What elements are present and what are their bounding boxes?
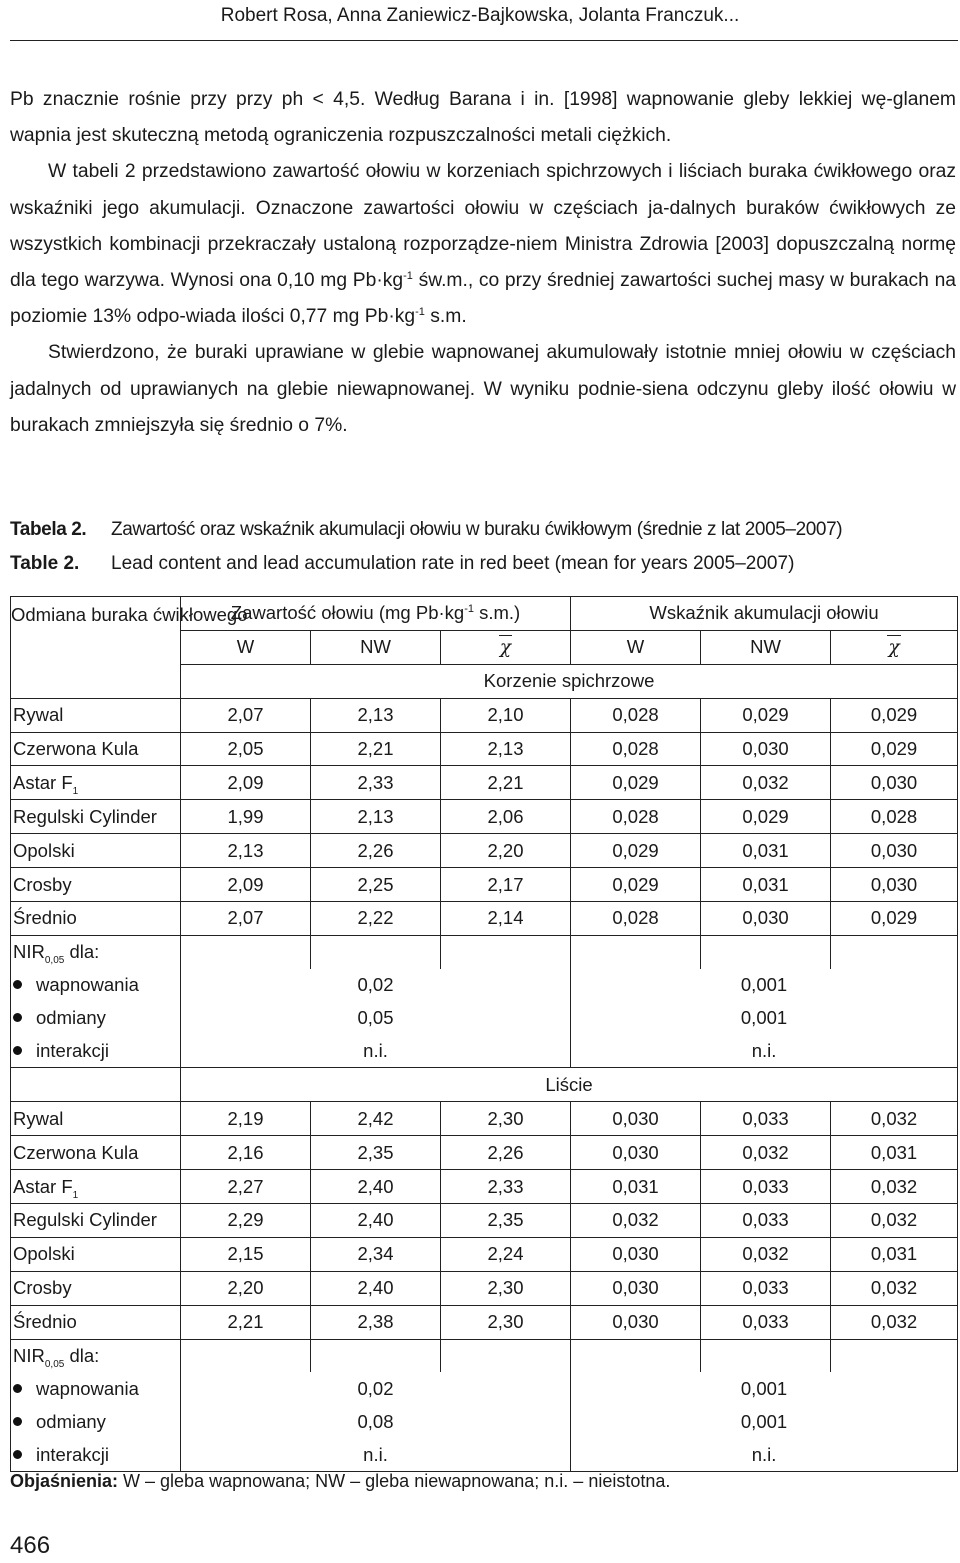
table-row bbox=[11, 732, 958, 766]
table-cell: 0,032 bbox=[701, 1237, 831, 1271]
table-cell: 1,99 bbox=[181, 800, 311, 834]
variety-name: Opolski bbox=[11, 1237, 181, 1271]
table-cell: 2,40 bbox=[311, 1170, 441, 1204]
table-cell: 0,028 bbox=[571, 902, 701, 936]
bullet-icon bbox=[13, 1450, 22, 1459]
nir-rate-value: 0,001 bbox=[571, 969, 958, 1002]
nir-rate-value: n.i. bbox=[571, 1035, 958, 1068]
nir-row bbox=[11, 1035, 958, 1068]
nir-row bbox=[11, 1002, 958, 1035]
table-cell: 0,030 bbox=[571, 1136, 701, 1170]
nir-factor: interakcji bbox=[11, 1438, 181, 1471]
table-cell: 0,030 bbox=[571, 1102, 701, 1136]
table-cell: 0,030 bbox=[831, 868, 958, 902]
nir-row bbox=[11, 1405, 958, 1438]
table-cell: 2,13 bbox=[311, 698, 441, 732]
table-cell: 0,033 bbox=[701, 1170, 831, 1204]
table-cell: 0,030 bbox=[571, 1271, 701, 1305]
table-row bbox=[11, 1305, 958, 1339]
table-cell: 2,22 bbox=[311, 902, 441, 936]
table-cell: 2,09 bbox=[181, 868, 311, 902]
bullet-icon bbox=[13, 980, 22, 989]
table-cell: 0,033 bbox=[701, 1305, 831, 1339]
table-cell: 2,07 bbox=[181, 902, 311, 936]
table-cell: 0,032 bbox=[831, 1271, 958, 1305]
nir-content-value: n.i. bbox=[181, 1035, 571, 1068]
variety-name: Rywal bbox=[11, 698, 181, 732]
table-cell: 2,42 bbox=[311, 1102, 441, 1136]
table-cell: 0,031 bbox=[831, 1136, 958, 1170]
nir-factor: odmiany bbox=[11, 1405, 181, 1438]
table-cell: 2,16 bbox=[181, 1136, 311, 1170]
header-nw-rate: NW bbox=[701, 630, 831, 664]
table-cell: 0,032 bbox=[831, 1305, 958, 1339]
header-nw-content: NW bbox=[311, 630, 441, 664]
table-cell: 0,029 bbox=[831, 732, 958, 766]
table-row bbox=[11, 868, 958, 902]
table-cell: 0,029 bbox=[571, 834, 701, 868]
table-cell: 0,032 bbox=[831, 1170, 958, 1204]
table-cell: 0,030 bbox=[571, 1237, 701, 1271]
table-cell: 2,35 bbox=[311, 1136, 441, 1170]
table-cell: 2,20 bbox=[181, 1271, 311, 1305]
table-cell: 2,19 bbox=[181, 1102, 311, 1136]
header-w-rate: W bbox=[571, 630, 701, 664]
header-content: Zawartość ołowiu (mg $Pb\cdot kg^{-1}$ s.m.) bbox=[181, 597, 571, 631]
table-cell: 2,24 bbox=[441, 1237, 571, 1271]
table-cell: 0,033 bbox=[701, 1102, 831, 1136]
table-cell: 0,032 bbox=[701, 766, 831, 800]
table-cell: 0,031 bbox=[701, 834, 831, 868]
table-cell: 0,028 bbox=[571, 698, 701, 732]
table-cell: 0,028 bbox=[571, 800, 701, 834]
section-title-spacer bbox=[11, 1068, 181, 1102]
table-row bbox=[11, 1271, 958, 1305]
nir-row bbox=[11, 969, 958, 1002]
table-cell: 2,13 bbox=[441, 732, 571, 766]
header-rate: Wskaźnik akumulacji ołowiu bbox=[571, 597, 958, 631]
paragraph-1: Pb znacznie rośnie przy przy ph < 4,5. Według Barana i in. [1998] wapnowanie gleby lekkiej wę-glanem wapnia jest skuteczną metodą ograniczenia rozpuszczalności metali ciężkich. bbox=[10, 89, 956, 147]
table-cell: 0,030 bbox=[701, 732, 831, 766]
table-cell: 2,21 bbox=[441, 766, 571, 800]
table-cell: 0,032 bbox=[571, 1204, 701, 1238]
table-cell: 0,032 bbox=[831, 1102, 958, 1136]
nir-label-row bbox=[11, 1339, 958, 1372]
nir-label-row bbox=[11, 935, 958, 968]
table-row bbox=[11, 1102, 958, 1136]
table-cell: 2,25 bbox=[311, 868, 441, 902]
nir-content-value: n.i. bbox=[181, 1438, 571, 1471]
table-cell: 2,14 bbox=[441, 902, 571, 936]
nir-rate-value: 0,001 bbox=[571, 1405, 958, 1438]
table-cell: 2,05 bbox=[181, 732, 311, 766]
table-cell: 2,13 bbox=[311, 800, 441, 834]
table-cell: 2,21 bbox=[181, 1305, 311, 1339]
variety-name: Regulski Cylinder bbox=[11, 1204, 181, 1238]
header-mean-rate: χ bbox=[831, 630, 958, 664]
table-cell: 0,031 bbox=[831, 1237, 958, 1271]
body-text bbox=[10, 82, 956, 444]
table-row bbox=[11, 834, 958, 868]
table-cell: 2,10 bbox=[441, 698, 571, 732]
nir-factor: odmiany bbox=[11, 1002, 181, 1035]
table-row bbox=[11, 698, 958, 732]
table-cell: 2,17 bbox=[441, 868, 571, 902]
table-cell: 2,38 bbox=[311, 1305, 441, 1339]
table-cell: 0,029 bbox=[701, 698, 831, 732]
nir-row bbox=[11, 1372, 958, 1405]
table-cell: 2,07 bbox=[181, 698, 311, 732]
table-cell: 0,030 bbox=[701, 902, 831, 936]
variety-name: Średnio bbox=[11, 902, 181, 936]
variety-name: Czerwona Kula bbox=[11, 1136, 181, 1170]
variety-name: Astar $F_1$ bbox=[11, 766, 181, 800]
nir-content-value: 0,08 bbox=[181, 1405, 571, 1438]
table-caption-pl: Tabela 2. Zawartość oraz wskaźnik akumulacji ołowiu w buraku ćwikłowym (średnie z lat 2005–2007) bbox=[10, 519, 843, 540]
nir-rate-value: 0,001 bbox=[571, 1002, 958, 1035]
variety-name: Czerwona Kula bbox=[11, 732, 181, 766]
table-cell: 0,032 bbox=[831, 1204, 958, 1238]
table-cell: 0,030 bbox=[831, 834, 958, 868]
lead-table bbox=[10, 596, 958, 1472]
nir-rate-value: n.i. bbox=[571, 1438, 958, 1471]
table-cell: 2,06 bbox=[441, 800, 571, 834]
table-row bbox=[11, 800, 958, 834]
table-cell: 0,029 bbox=[571, 766, 701, 800]
running-header: Robert Rosa, Anna Zaniewicz-Bajkowska, Jolanta Franczuk... bbox=[220, 5, 740, 26]
table-cell: 0,029 bbox=[571, 868, 701, 902]
table-cell: 2,34 bbox=[311, 1237, 441, 1271]
variety-name: Crosby bbox=[11, 868, 181, 902]
bullet-icon bbox=[13, 1417, 22, 1426]
table-row bbox=[11, 766, 958, 800]
nir-factor: wapnowania bbox=[11, 969, 181, 1002]
table-cell: 0,030 bbox=[831, 766, 958, 800]
table-cell: 0,029 bbox=[831, 902, 958, 936]
header-rule bbox=[10, 40, 958, 41]
table-cell: 0,030 bbox=[571, 1305, 701, 1339]
header-variety: Odmiana buraka ćwikłowego bbox=[11, 597, 181, 699]
table-cell: 2,09 bbox=[181, 766, 311, 800]
nir-content-value: 0,02 bbox=[181, 1372, 571, 1405]
variety-name: Opolski bbox=[11, 834, 181, 868]
nir-label: $NIR_{0,05}$ dla: bbox=[11, 1339, 181, 1372]
table-cell: 0,029 bbox=[701, 800, 831, 834]
table-row bbox=[11, 1136, 958, 1170]
paragraph-2: W tabeli 2 przedstawiono zawartość ołowiu w korzeniach spichrzowych i liściach buraka ćwikłowego oraz wskaźniki jego akumulacji. Oznaczone zawartości ołowiu w częściach ja-dalnych buraków ćwikłowych ze wszystkich kombinacji przekraczały ustaloną rozporządze-niem Ministra Zdrowia [2003] dopuszczalną normę dla tego warzywa. Wynosi ona 0,10 mg $Pb\cdot kg^{-1}$ św.m., co przy średniej zawartości suchej masy w burakach na poziomie 13% odpo-wiada ilości 0,77 mg $Pb\cdot kg^{-1}$ s.m. bbox=[10, 161, 957, 328]
table-cell: 2,35 bbox=[441, 1204, 571, 1238]
table-row bbox=[11, 1204, 958, 1238]
table-cell: 0,028 bbox=[571, 732, 701, 766]
table-cell: 0,033 bbox=[701, 1271, 831, 1305]
paragraph-3: Stwierdzono, że buraki uprawiane w glebie wapnowanej akumulowały istotnie mniej ołowiu w częściach jadalnych od uprawianych na glebie niewapnowanej. W wyniku podnie-siena odczynu gleby ilość ołowiu w burakach zmniejszyła się średnio o 7%. bbox=[10, 342, 956, 436]
table-cell: 0,032 bbox=[701, 1136, 831, 1170]
table-cell: 2,20 bbox=[441, 834, 571, 868]
table-caption-en: Table 2. Lead content and lead accumulation rate in red beet (mean for years 2005–2007) bbox=[10, 553, 795, 574]
page-number: 466 bbox=[10, 1532, 51, 1559]
variety-name: Średnio bbox=[11, 1305, 181, 1339]
table-cell: 2,30 bbox=[441, 1102, 571, 1136]
table-cell: 2,33 bbox=[311, 766, 441, 800]
nir-label: $NIR_{0,05}$ dla: bbox=[11, 935, 181, 968]
bullet-icon bbox=[13, 1384, 22, 1393]
table-cell: 2,40 bbox=[311, 1204, 441, 1238]
table-cell: 2,27 bbox=[181, 1170, 311, 1204]
variety-name: Regulski Cylinder bbox=[11, 800, 181, 834]
nir-content-value: 0,02 bbox=[181, 969, 571, 1002]
table-cell: 2,30 bbox=[441, 1305, 571, 1339]
table-cell: 2,15 bbox=[181, 1237, 311, 1271]
table-row bbox=[11, 1237, 958, 1271]
header-mean-content: χ bbox=[441, 630, 571, 664]
variety-name: Astar $F_1$ bbox=[11, 1170, 181, 1204]
variety-name: Crosby bbox=[11, 1271, 181, 1305]
nir-content-value: 0,05 bbox=[181, 1002, 571, 1035]
header-w-content: W bbox=[181, 630, 311, 664]
table-cell: 0,033 bbox=[701, 1204, 831, 1238]
table-cell: 2,26 bbox=[441, 1136, 571, 1170]
table-cell: 2,26 bbox=[311, 834, 441, 868]
section-title: Liście bbox=[181, 1068, 958, 1102]
table-row bbox=[11, 902, 958, 936]
section-title: Korzenie spichrzowe bbox=[181, 664, 958, 698]
nir-row bbox=[11, 1438, 958, 1471]
table-cell: 2,29 bbox=[181, 1204, 311, 1238]
table-notes: Objaśnienia: W – gleba wapnowana; NW – gleba niewapnowana; n.i. – nieistotna. bbox=[10, 1471, 671, 1491]
variety-name: Rywal bbox=[11, 1102, 181, 1136]
table-cell: 2,33 bbox=[441, 1170, 571, 1204]
bullet-icon bbox=[13, 1046, 22, 1055]
table-cell: 2,13 bbox=[181, 834, 311, 868]
table-row bbox=[11, 1170, 958, 1204]
bullet-icon bbox=[13, 1013, 22, 1022]
table-cell: 0,031 bbox=[571, 1170, 701, 1204]
table-cell: 0,028 bbox=[831, 800, 958, 834]
nir-factor: wapnowania bbox=[11, 1372, 181, 1405]
table-cell: 0,029 bbox=[831, 698, 958, 732]
nir-rate-value: 0,001 bbox=[571, 1372, 958, 1405]
nir-factor: interakcji bbox=[11, 1035, 181, 1068]
table-cell: 2,30 bbox=[441, 1271, 571, 1305]
table-cell: 2,21 bbox=[311, 732, 441, 766]
table-cell: 0,031 bbox=[701, 868, 831, 902]
table-cell: 2,40 bbox=[311, 1271, 441, 1305]
